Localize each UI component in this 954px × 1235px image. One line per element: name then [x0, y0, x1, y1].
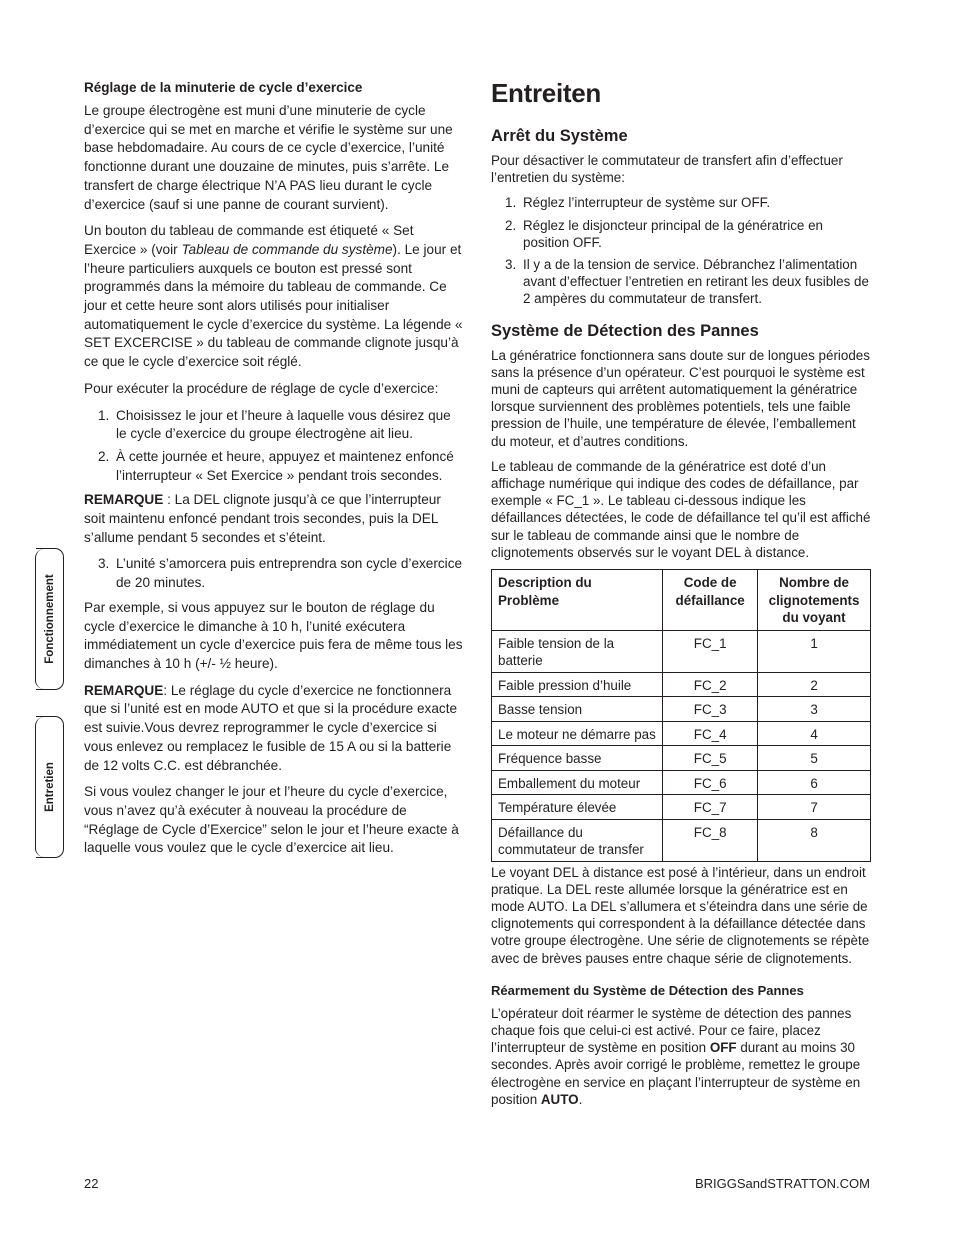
paragraph: Pour désactiver le commutateur de transfert afin d’effectuer l’entretien du système:	[491, 153, 843, 186]
note: REMARQUE : La DEL clignote jusqu’à ce que l’interrupteur soit maintenu enfoncé pendant trois secondes, puis la DEL s’allume pendant 5 secondes et s’éteint.	[84, 492, 441, 545]
table-cell: FC_7	[663, 795, 758, 820]
list-item: 2. À cette journée et heure, appuyez et maintenez enfoncé l’interrupteur « Set Exercice » pendant trois secondes.	[98, 448, 454, 483]
table-cell: Défaillance du commutateur de transfer	[492, 819, 663, 861]
table-cell: Température élevée	[492, 795, 663, 820]
table-cell: 6	[758, 770, 871, 795]
table-row	[492, 819, 871, 861]
system-shutdown-heading: Arrêt du Système	[491, 127, 628, 145]
fault-detection-heading: Système de Détection des Pannes	[491, 321, 759, 340]
table-cell: Le moteur ne démarre pas	[492, 721, 663, 746]
right-column	[491, 78, 871, 1116]
note: REMARQUE: Le réglage du cycle d’exercice ne fonctionnera que si l’unité est en mode AUTO et que si la procédure exacte est suivie.Vous devrez reprogrammer le cycle d’exercice si vous enlevez ou remplacez le fusible de 15 A ou si la batterie de 12 volts C.C. est débranchée.	[84, 682, 458, 773]
table-cell: FC_6	[663, 770, 758, 795]
paragraph: Si vous voulez changer le jour et l’heure du cycle d’exercice, vous n’avez qu’à exécuter à nouveau la procédure de “Réglage de Cycle d’Exercice” selon le jour et l’heure exacte à laquelle vous voulez que le cycle d’exercice ait lieu.	[84, 784, 459, 856]
table-cell: Emballement du moteur	[492, 770, 663, 795]
tab-entretien[interactable]	[36, 716, 64, 858]
table-row	[492, 697, 871, 722]
table-cell: 3	[758, 697, 871, 722]
paragraph: Pour exécuter la procédure de réglage de cycle d’exercice:	[84, 380, 439, 396]
table-cell: Basse tension	[492, 697, 663, 722]
paragraph: Par exemple, si vous appuyez sur le bouton de réglage du cycle d’exercice le dimanche à 10 h, l’unité exécutera immédiatement un cycle d’exercice puis fera de même tous les dimanches à 10 h (+/- ½ heure).	[84, 599, 463, 671]
list-item: 1. Choisissez le jour et l’heure à laquelle vous désirez que le cycle d’exercice du groupe électrogène ait lieu.	[98, 407, 451, 442]
procedure-steps	[84, 407, 464, 486]
paragraph: L’opérateur doit réarmer le système de détection des pannes chaque fois que celui-ci est activé. Pour ce faire, placez l’interrupteur de système en position OFF durant au moins 30 secondes. Après avoir corrigé le problème, remettez le groupe électrogène en service en plaçant l’interrupteur de système en position AUTO.	[491, 1005, 861, 1107]
table-cell: Faible tension de la batterie	[492, 630, 663, 672]
paragraph: Le tableau de commande de la génératrice est doté d’un affichage numérique qui indique des codes de défaillance, par exemple « FC_1 ». Le tableau ci-dessous indique les défaillances détectées, le code de défaillance tel qu’il est affiché sur le tableau de commande ainsi que le nombre de clignotements observés sur le voyant DEL à distance.	[491, 458, 871, 560]
table-cell: FC_4	[663, 721, 758, 746]
list-item: 1. Réglez l’interrupteur de système sur OFF.	[505, 195, 771, 211]
paragraph: La génératrice fonctionnera sans doute sur de longues périodes sans la présence d’un opérateur. C’est pourquoi le système est muni de capteurs qui arrêtent automatiquement la génératrice lorsque surviennent des problèmes potentiels, tels une faible pression de l’huile, une température de élevée, l’emballement du moteur, et d’autres conditions.	[491, 347, 870, 449]
fault-code-table	[491, 569, 871, 862]
tab-fonctionnement[interactable]	[36, 548, 64, 690]
table-cell: FC_1	[663, 630, 758, 672]
table-cell: FC_5	[663, 746, 758, 771]
column-header: Description du Problème	[492, 570, 663, 631]
footer-website: BRIGGSandSTRATTON.COM	[694, 1176, 870, 1191]
table-cell: 7	[758, 795, 871, 820]
table-cell: FC_2	[663, 672, 758, 697]
table-row	[492, 630, 871, 672]
table-row	[492, 770, 871, 795]
paragraph: Un bouton du tableau de commande est étiqueté « Set Exercice » (voir Tableau de commande du système). Le jour et l’heure particuliers auxquels ce bouton est pressé sont programmés dans la mémoire du tableau de commande. Ce jour et cette heure sont alors utilisés pour initialiser automatiquement le cycle d’exercice du système. La légende « SET EXCERCISE » du tableau de commande clignote jusqu’à ce que le cycle d’exercice soit réglé.	[84, 223, 463, 370]
exercise-timer-heading: Réglage de la minuterie de cycle d’exercice	[84, 80, 363, 95]
fault-reset-heading: Réarmement du Système de Détection des Pannes	[491, 982, 804, 998]
table-cell: FC_8	[663, 819, 758, 861]
shutdown-steps	[491, 194, 871, 307]
page-number: 22	[84, 1176, 99, 1191]
table-row	[492, 721, 871, 746]
column-header: Code de défaillance	[663, 570, 758, 631]
table-cell: FC_3	[663, 697, 758, 722]
paragraph: Le groupe électrogène est muni d’une minuterie de cycle d’exercice qui se met en marche et vérifie le système sur une base hebdomadaire. Au cours de ce cycle d’exercice, l’unité fonctionne durant une douzaine de minutes, puis s’arrête. Le transfert de charge électrique N’A PAS lieu durant le cycle d’exercice (sauf si une panne de courant survient).	[84, 103, 453, 212]
table-cell: Faible pression d’huile	[492, 672, 663, 697]
table-row	[492, 746, 871, 771]
tab-fonctionnement-label: Fonctionnement	[43, 574, 56, 664]
paragraph: Le voyant DEL à distance est posé à l’intérieur, dans un endroit pratique. La DEL reste allumée lorsque la génératrice est en mode AUTO. La DEL s’allumera et s’éteindra dans une série de clignotements qui correspondent à la défaillance détectée dans votre groupe électrogène. Une série de clignotements se répète avec de brèves pauses entre chaque série de clignotements.	[491, 864, 870, 966]
procedure-steps	[84, 555, 464, 592]
column-header: Nombre de clignotements du voyant	[758, 570, 871, 631]
table-header-row	[492, 570, 871, 631]
list-item: 2. Réglez le disjoncteur principal de la génératrice en position OFF.	[505, 217, 823, 250]
left-column	[84, 80, 464, 866]
table-cell: 4	[758, 721, 871, 746]
list-item: 3. Il y a de la tension de service. Débranchez l’alimentation avant d’effectuer l’entretien en retirant les deux fusibles de 2 ampères du commutateur de transfert.	[505, 257, 869, 307]
table-cell: 8	[758, 819, 871, 861]
table-cell: 2	[758, 672, 871, 697]
table-cell: Fréquence basse	[492, 746, 663, 771]
table-row	[492, 672, 871, 697]
table-row	[492, 795, 871, 820]
tab-entretien-label: Entretien	[43, 762, 56, 812]
list-item: 3. L’unité s’amorcera puis entreprendra son cycle d’exercice de 20 minutes.	[98, 556, 463, 591]
table-cell: 1	[758, 630, 871, 672]
page-title: Entreiten	[491, 78, 601, 108]
table-cell: 5	[758, 746, 871, 771]
